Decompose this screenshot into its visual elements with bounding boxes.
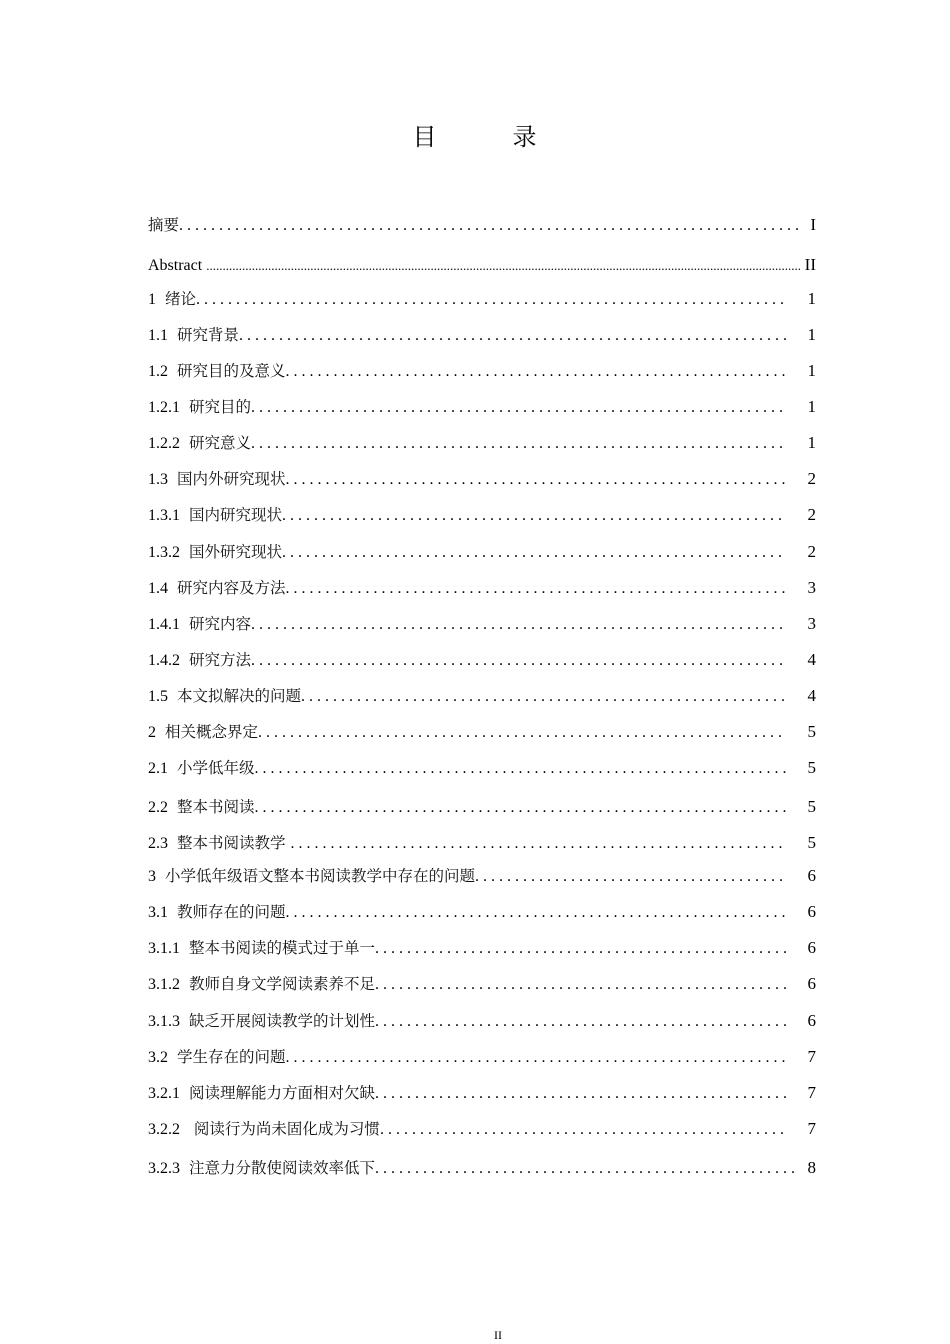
toc-entry-title: 研究方法 xyxy=(189,651,252,669)
toc-entry-title: 教师存在的问题 xyxy=(177,903,286,921)
toc-entry[interactable] xyxy=(148,432,818,454)
toc-entry-number: 1 xyxy=(148,291,156,308)
toc-entry-number: 1.3.2 xyxy=(148,544,180,561)
toc-dot-leader xyxy=(179,215,800,237)
toc-entry[interactable] xyxy=(148,1046,818,1068)
toc-entry[interactable] xyxy=(148,832,818,854)
toc-entry[interactable] xyxy=(148,324,818,346)
toc-entry-title: 注意力分散使阅读效率低下 xyxy=(189,1159,376,1177)
toc-entry-title: 研究目的 xyxy=(189,398,252,416)
toc-dot-leader xyxy=(380,1119,786,1141)
toc-entry-page: 7 xyxy=(807,1083,816,1102)
toc-entry-number: 3.2 xyxy=(148,1049,168,1066)
toc-entry-page: 7 xyxy=(807,1119,816,1138)
toc-entry[interactable] xyxy=(148,1157,818,1179)
toc-entry-number: 3.1.2 xyxy=(148,976,180,993)
toc-entry-page: 6 xyxy=(807,974,816,993)
toc-dot-leader xyxy=(301,686,786,708)
toc-entry-title: 研究背景 xyxy=(177,326,240,344)
toc-entry-page: 3 xyxy=(807,614,816,633)
toc-dot-leader xyxy=(286,361,786,383)
toc-entry-page: 1 xyxy=(807,325,816,344)
toc-title: 目 录 xyxy=(412,123,563,151)
toc-dot-leader xyxy=(282,542,786,564)
toc-entry-number: 3.1.1 xyxy=(148,940,180,957)
toc-dot-leader xyxy=(258,722,786,744)
toc-entry-number: 1.3.1 xyxy=(148,507,180,524)
toc-entry-title: 摘要 xyxy=(148,216,180,234)
toc-entry-title: 教师自身文学阅读素养不足 xyxy=(189,975,376,993)
toc-dot-leader xyxy=(251,650,786,672)
toc-entry[interactable] xyxy=(148,757,818,779)
toc-entry-number: 1.5 xyxy=(148,688,168,705)
toc-entry-page: 6 xyxy=(807,938,816,957)
toc-entry[interactable] xyxy=(148,577,818,599)
toc-entry-title: Abstract xyxy=(148,257,203,274)
toc-entry-number: 3.2.2 xyxy=(148,1121,180,1138)
toc-entry[interactable] xyxy=(148,1010,818,1032)
toc-dot-leader xyxy=(286,902,786,924)
toc-entry[interactable] xyxy=(148,1118,818,1140)
toc-entry-page: 5 xyxy=(807,758,816,777)
toc-entry-page: 1 xyxy=(807,433,816,452)
toc-entry[interactable] xyxy=(148,541,818,563)
toc-entry-title: 研究内容 xyxy=(189,615,252,633)
toc-entry-page: I xyxy=(810,215,816,234)
toc-entry-page: 5 xyxy=(807,833,816,852)
toc-dot-leader xyxy=(255,797,786,819)
toc-entry-number: 2.1 xyxy=(148,760,168,777)
toc-entry-title: 整本书阅读 xyxy=(177,798,255,816)
toc-entry-number: 2.2 xyxy=(148,799,168,816)
toc-entry-title: 研究目的及意义 xyxy=(177,362,286,380)
toc-entry[interactable] xyxy=(148,685,818,707)
toc-entry[interactable] xyxy=(148,973,818,995)
toc-dot-leader xyxy=(206,255,800,277)
toc-entry[interactable] xyxy=(148,468,818,490)
toc-entry[interactable] xyxy=(148,214,818,236)
toc-entry-number: 2 xyxy=(148,724,156,741)
toc-entry-page: 1 xyxy=(807,289,816,308)
toc-entry[interactable] xyxy=(148,721,818,743)
toc-dot-leader xyxy=(375,1083,786,1105)
toc-entry-page: 4 xyxy=(807,650,816,669)
toc-entry-number: 3.1 xyxy=(148,904,168,921)
toc-entry-number: 1.2.1 xyxy=(148,399,180,416)
toc-entry-title: 小学低年级语文整本书阅读教学中存在的问题 xyxy=(165,867,476,885)
toc-entry-title: 学生存在的问题 xyxy=(177,1048,286,1066)
toc-entry-page: 1 xyxy=(807,361,816,380)
toc-entry[interactable] xyxy=(148,504,818,526)
toc-entry-number: 1.1 xyxy=(148,327,168,344)
toc-entry-page: II xyxy=(804,255,816,274)
toc-entry-title: 本文拟解决的问题 xyxy=(177,687,302,705)
toc-entry-page: 6 xyxy=(807,866,816,885)
toc-entry[interactable] xyxy=(148,254,818,276)
toc-entry-number: 1.2.2 xyxy=(148,435,180,452)
toc-dot-leader xyxy=(286,469,786,491)
toc-entry-title: 相关概念界定 xyxy=(165,723,259,741)
toc-entry[interactable] xyxy=(148,649,818,671)
toc-entry-number: 1.2 xyxy=(148,363,168,380)
toc-entry[interactable] xyxy=(148,288,818,310)
toc-entry[interactable] xyxy=(148,796,818,818)
toc-entry-page: 5 xyxy=(807,797,816,816)
toc-entry[interactable] xyxy=(148,1082,818,1104)
toc-entry[interactable] xyxy=(148,360,818,382)
toc-entry-page: 2 xyxy=(807,469,816,488)
toc-dot-leader xyxy=(375,938,786,960)
toc-entry-number: 3.2.1 xyxy=(148,1085,180,1102)
toc-entry-title: 研究意义 xyxy=(189,434,252,452)
toc-entry-page: 2 xyxy=(807,542,816,561)
toc-entry-title: 小学低年级 xyxy=(177,759,255,777)
toc-entry-page: 5 xyxy=(807,722,816,741)
toc-dot-leader xyxy=(375,1011,786,1033)
toc-entry-page: 7 xyxy=(807,1047,816,1066)
toc-entry-number: 1.4.2 xyxy=(148,652,180,669)
toc-entry-title: 研究内容及方法 xyxy=(177,579,286,597)
toc-entry-title: 阅读行为尚未固化成为习惯 xyxy=(189,1120,380,1138)
toc-dot-leader xyxy=(475,866,786,888)
toc-entry-title: 国外研究现状 xyxy=(189,543,283,561)
toc-entry-number: 1.4 xyxy=(148,580,168,597)
toc-entry[interactable] xyxy=(148,613,818,635)
toc-entry-number: 3.2.3 xyxy=(148,1160,180,1177)
toc-dot-leader xyxy=(196,289,786,311)
footer-page-number: II xyxy=(494,1328,502,1342)
toc-entry-page: 4 xyxy=(807,686,816,705)
toc-entry[interactable] xyxy=(148,865,818,887)
toc-entry-number: 1.4.1 xyxy=(148,616,180,633)
toc-dot-leader xyxy=(251,397,786,419)
toc-entry-number: 2.3 xyxy=(148,835,168,852)
toc-entry-title: 整本书阅读教学 xyxy=(177,834,291,852)
toc-dot-leader xyxy=(251,614,786,636)
toc-entry-page: 8 xyxy=(807,1158,816,1177)
toc-entry-page: 6 xyxy=(807,902,816,921)
toc-entry-title: 国内外研究现状 xyxy=(177,470,286,488)
toc-entry-number: 3 xyxy=(148,868,156,885)
toc-dot-leader xyxy=(375,1158,800,1180)
toc-entry-page: 2 xyxy=(807,505,816,524)
toc-dot-leader xyxy=(282,505,786,527)
toc-entry-number: 3.1.3 xyxy=(148,1013,180,1030)
toc-entry-page: 3 xyxy=(807,578,816,597)
toc-dot-leader xyxy=(375,974,786,996)
toc-entry-title: 绪论 xyxy=(165,290,197,308)
toc-entry[interactable] xyxy=(148,396,818,418)
toc-dot-leader xyxy=(255,758,786,780)
toc-dot-leader xyxy=(251,433,786,455)
toc-entry-title: 整本书阅读的模式过于单一 xyxy=(189,939,376,957)
toc-dot-leader xyxy=(286,1047,786,1069)
toc-dot-leader xyxy=(286,578,786,600)
toc-entry-page: 6 xyxy=(807,1011,816,1030)
toc-entry-page: 1 xyxy=(807,397,816,416)
toc-entry[interactable] xyxy=(148,937,818,959)
toc-entry-title: 缺乏开展阅读教学的计划性 xyxy=(189,1012,376,1030)
toc-entry[interactable] xyxy=(148,901,818,923)
toc-dot-leader xyxy=(239,325,786,347)
toc-entry-number: 1.3 xyxy=(148,471,168,488)
toc-entry-title: 阅读理解能力方面相对欠缺 xyxy=(189,1084,376,1102)
toc-dot-leader xyxy=(290,833,786,855)
toc-entry-title: 国内研究现状 xyxy=(189,506,283,524)
